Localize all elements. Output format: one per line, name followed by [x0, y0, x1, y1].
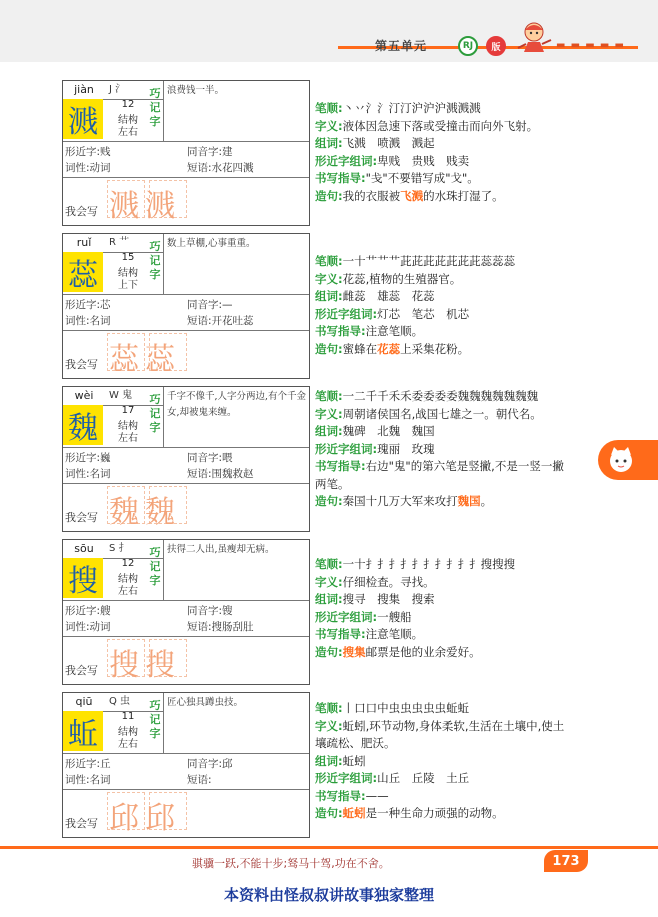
practice-characters: 邱邱 [109, 801, 181, 836]
part-of-speech: 动词 [89, 162, 111, 174]
example-post: 。 [480, 494, 493, 508]
divider [163, 540, 164, 600]
divider [63, 330, 309, 331]
phrase-row [187, 620, 254, 634]
words: 蚯蚓 [342, 753, 366, 768]
similar-words-label: 形近字组词: [315, 609, 378, 624]
edition-badge: 版 [486, 36, 506, 56]
words-label: 组词: [315, 424, 343, 438]
homophone-label: 同音字: [187, 605, 223, 617]
writing-guide-label: 书写指导: [315, 324, 366, 338]
practice-label: 我会写 [65, 205, 98, 218]
memory-tip: 浪费钱一半。 [167, 85, 225, 96]
structure-value: 左右 [118, 739, 138, 750]
part-of-speech-label: 词性: [65, 315, 90, 327]
memory-tip: 千字不像千,人字分两边,有个千金女,却被鬼来缠。 [167, 391, 307, 418]
memory-tip-label: 巧记字 [149, 699, 161, 740]
meaning-label: 字义: [315, 271, 343, 286]
stroke-order-row [315, 556, 575, 574]
homophone: 喂 [222, 452, 233, 464]
radical: J 氵 [109, 84, 126, 95]
stroke-count: 17 [121, 405, 135, 416]
similar-words-row [315, 770, 575, 788]
phrase: 开花吐蕊 [211, 315, 254, 327]
writing-guide-row [315, 626, 575, 644]
stroke-order: 一十艹艹艹茈茈茈茈茈茈茈蕊蕊蕊 [342, 254, 516, 268]
meaning: 周朝诸侯国名,战国七雄之一。朝代名。 [342, 406, 542, 421]
practice-label: 我会写 [65, 664, 98, 677]
example-row [315, 493, 575, 511]
stroke-order-label: 笔顺: [315, 389, 343, 403]
part-of-speech-row [65, 620, 111, 634]
stroke-order: 一十扌扌扌扌扌扌扌扌扌扌搜搜搜 [342, 557, 516, 571]
similar-words-row [315, 441, 575, 459]
writing-guide: 右边"鬼"的第六笔是竖撇,不是一竖一撇两笔。 [315, 459, 564, 491]
words-row [315, 423, 575, 441]
similar-char-row [65, 604, 111, 618]
meaning-label: 字义: [315, 406, 343, 421]
words: 搜寻 搜集 搜索 [342, 592, 435, 606]
similar-words: 一艘船 [377, 609, 412, 624]
homophone-label: 同音字: [187, 452, 223, 464]
divider [163, 693, 164, 753]
practice-label: 我会写 [65, 511, 98, 524]
similar-words: 山丘 丘陵 土丘 [377, 771, 470, 785]
main-character: 搜 [63, 558, 103, 598]
similar-char-row [65, 451, 111, 465]
homophone-row [187, 451, 233, 465]
example-highlight: 搜集 [342, 644, 366, 659]
structure-label: 结构 [118, 421, 138, 432]
char-card-5 [62, 692, 310, 838]
stroke-order-label: 笔顺: [315, 557, 343, 571]
similar-words-row [315, 609, 575, 627]
part-of-speech: 名词 [89, 468, 111, 480]
char-info-3 [315, 388, 575, 511]
main-character: 蚯 [63, 711, 103, 751]
part-of-speech: 动词 [89, 621, 111, 633]
similar-char-label: 形近字: [65, 146, 101, 158]
meaning-row [315, 574, 575, 592]
homophone-label: 同音字: [187, 758, 223, 770]
divider [63, 636, 309, 637]
divider [63, 753, 309, 754]
writing-guide-label: 书写指导: [315, 171, 366, 185]
mascot-icon [514, 20, 554, 54]
meaning-label: 字义: [315, 718, 343, 733]
homophone: 锼 [222, 605, 233, 617]
practice-label: 我会写 [65, 817, 98, 830]
practice-characters: 魏魏 [109, 495, 181, 530]
similar-char: 巍 [100, 452, 111, 464]
footer-rule [0, 846, 658, 849]
memory-tip-label: 巧记字 [149, 240, 161, 281]
example-row [315, 188, 575, 206]
page-number: 173 [544, 850, 588, 872]
similar-char: 丘 [100, 758, 111, 770]
meaning-label: 字义: [315, 118, 343, 133]
writing-guide-label: 书写指导: [315, 788, 366, 803]
pinyin: qiū [75, 695, 93, 708]
divider [163, 387, 164, 447]
words-row [315, 753, 575, 771]
divider [63, 294, 309, 295]
stroke-order-label: 笔顺: [315, 101, 343, 115]
homophone: 建 [222, 146, 233, 158]
example-label: 造句: [315, 341, 343, 356]
char-info-2 [315, 253, 575, 358]
example-post: 是一种生命力顽强的动物。 [365, 806, 504, 820]
structure-label: 结构 [118, 727, 138, 738]
phrase-label: 短语: [187, 774, 212, 786]
homophone-row [187, 757, 233, 771]
divider [63, 483, 309, 484]
phrase-row [187, 314, 254, 328]
homophone-row [187, 604, 233, 618]
memory-tip: 扶得二人出,虽瘦却无病。 [167, 544, 275, 555]
radical: Q 虫 [109, 696, 131, 707]
top-band [0, 0, 658, 62]
writing-guide-label: 书写指导: [315, 459, 366, 473]
practice-characters: 蕊蕊 [109, 342, 181, 377]
stroke-count: 12 [121, 558, 135, 569]
meaning: 仔细检查。寻找。 [342, 574, 435, 589]
char-info-1 [315, 100, 575, 205]
similar-words-row [315, 306, 575, 324]
part-of-speech: 名词 [89, 315, 111, 327]
example-label: 造句: [315, 494, 343, 508]
unit-title: 第五单元 [375, 39, 428, 53]
part-of-speech: 名词 [89, 774, 111, 786]
phrase: 搜肠刮肚 [211, 621, 254, 633]
pinyin: wèi [74, 389, 94, 402]
structure-value: 左右 [118, 586, 138, 597]
meaning: 花蕊,植物的生殖器官。 [342, 271, 462, 286]
stroke-order-label: 笔顺: [315, 254, 343, 268]
cat-face-icon [606, 445, 636, 475]
words-row [315, 591, 575, 609]
example-pre: 我的衣服被 [342, 188, 401, 203]
writing-guide: "戋"不要错写成"戈"。 [365, 171, 479, 185]
structure-value: 左右 [118, 127, 138, 138]
stroke-order-label: 笔顺: [315, 701, 343, 715]
similar-words-label: 形近字组词: [315, 771, 378, 785]
stroke-count: 15 [121, 252, 135, 263]
phrase-label: 短语: [187, 621, 212, 633]
memory-tip: 匠心独具蹲虫技。 [167, 697, 244, 708]
example-label: 造句: [315, 644, 343, 659]
words-row [315, 288, 575, 306]
words: 雌蕊 雄蕊 花蕊 [342, 289, 435, 303]
radical: S 扌 [109, 543, 129, 554]
phrase: 水花四溅 [211, 162, 254, 174]
char-info-4 [315, 556, 575, 661]
writing-guide: 注意笔顺。 [365, 324, 424, 338]
example-highlight: 飞溅 [400, 188, 424, 203]
example-label: 造句: [315, 806, 343, 820]
writing-guide-row [315, 788, 575, 806]
similar-char-row [65, 298, 111, 312]
meaning-row [315, 718, 575, 753]
part-of-speech-label: 词性: [65, 774, 90, 786]
part-of-speech-label: 词性: [65, 621, 90, 633]
part-of-speech-row [65, 161, 111, 175]
writing-guide: 注意笔顺。 [365, 627, 424, 641]
similar-char-label: 形近字: [65, 452, 101, 464]
main-character: 魏 [63, 405, 103, 445]
source-note: 本资料由怪叔叔讲故事独家整理 [223, 886, 434, 904]
phrase-label: 短语: [187, 162, 212, 174]
example-row [315, 341, 575, 359]
divider [63, 447, 309, 448]
meaning-label: 字义: [315, 574, 343, 589]
words-label: 组词: [315, 136, 343, 150]
homophone: — [222, 299, 233, 311]
homophone-label: 同音字: [187, 299, 223, 311]
divider [63, 177, 309, 178]
words-label: 组词: [315, 753, 343, 768]
similar-words: 灯芯 笔芯 机芯 [377, 306, 470, 321]
phrase-row [187, 467, 254, 481]
divider [63, 141, 309, 142]
part-of-speech-row [65, 314, 111, 328]
stroke-count: 11 [121, 711, 135, 722]
main-character: 溅 [63, 99, 103, 139]
example-pre: 秦国十几万大军来攻打 [342, 494, 458, 508]
meaning-row [315, 406, 575, 424]
memory-tip: 数上草棚,心事重重。 [167, 238, 256, 249]
char-card-3 [62, 386, 310, 532]
phrase-row [187, 161, 254, 175]
memory-tip-label: 巧记字 [149, 87, 161, 128]
stroke-count: 12 [121, 99, 135, 110]
example-highlight: 蚯蚓 [342, 806, 366, 820]
part-of-speech-label: 词性: [65, 468, 90, 480]
example-pre: 蜜蜂在 [342, 341, 378, 356]
divider [163, 234, 164, 294]
example-post: 的水珠打湿了。 [423, 188, 504, 203]
similar-words-label: 形近字组词: [315, 306, 378, 321]
header-decoration: ▬ ▬ ▬ ▬ ▬ [556, 40, 625, 51]
writing-guide-row [315, 323, 575, 341]
part-of-speech-row [65, 467, 111, 481]
similar-char: 艘 [100, 605, 111, 617]
stroke-order-row [315, 700, 575, 718]
divider [63, 789, 309, 790]
similar-char: 贱 [100, 146, 111, 158]
meaning-row [315, 271, 575, 289]
writing-guide-label: 书写指导: [315, 627, 366, 641]
similar-char-label: 形近字: [65, 299, 101, 311]
part-of-speech-label: 词性: [65, 162, 90, 174]
pinyin: ruǐ [76, 236, 92, 249]
char-card-1 [62, 80, 310, 226]
radical: W 鬼 [109, 390, 133, 401]
phrase-label: 短语: [187, 315, 212, 327]
pinyin: jiàn [74, 83, 94, 96]
stroke-order: 丶丷氵氵汀汀沪沪沪溅溅溅 [342, 101, 481, 115]
radical: R 艹 [109, 237, 130, 248]
meaning: 蚯蚓,环节动物,身体柔软,生活在土壤中,使土壤疏松、肥沃。 [315, 718, 565, 750]
similar-words-label: 形近字组词: [315, 153, 378, 168]
writing-guide-row [315, 170, 575, 188]
example-highlight: 花蕊 [377, 341, 401, 356]
part-of-speech-row [65, 773, 111, 787]
example-label: 造句: [315, 188, 343, 203]
structure-label: 结构 [118, 268, 138, 279]
words-label: 组词: [315, 289, 343, 303]
char-card-2 [62, 233, 310, 379]
structure-label: 结构 [118, 574, 138, 585]
practice-characters: 搜搜 [109, 648, 181, 683]
phrase: 围魏救赵 [211, 468, 254, 480]
char-card-4 [62, 539, 310, 685]
homophone: 邱 [222, 758, 233, 770]
memory-tip-label: 巧记字 [149, 393, 161, 434]
char-info-5 [315, 700, 575, 823]
words: 魏碑 北魏 魏国 [342, 424, 435, 438]
example-highlight: 魏国 [457, 494, 481, 508]
example-row [315, 805, 575, 823]
meaning-row [315, 118, 575, 136]
structure-value: 左右 [118, 433, 138, 444]
stroke-order: 一二千千禾禾委委委委魏魏魏魏魏魏魏 [342, 389, 539, 403]
side-tab-icon[interactable] [598, 440, 658, 480]
example-post: 上采集花粉。 [400, 341, 470, 356]
divider [63, 600, 309, 601]
similar-char: 芯 [100, 299, 111, 311]
homophone-row [187, 145, 233, 159]
similar-words: 卑贱 贵贱 贱卖 [377, 153, 470, 168]
practice-characters: 溅溅 [109, 189, 181, 224]
similar-char-row [65, 757, 111, 771]
stroke-order-row [315, 253, 575, 271]
similar-words: 瑰丽 玫瑰 [377, 441, 435, 456]
words-label: 组词: [315, 592, 343, 606]
practice-label: 我会写 [65, 358, 98, 371]
proverb: 骐骥一跃,不能十步;驽马十驾,功在不舍。 [192, 857, 390, 870]
similar-char-label: 形近字: [65, 605, 101, 617]
stroke-order-row [315, 388, 575, 406]
similar-char-label: 形近字: [65, 758, 101, 770]
pinyin: sōu [74, 542, 94, 555]
writing-guide: —— [365, 788, 389, 803]
example-post: 邮票是他的业余爱好。 [365, 644, 481, 659]
main-character: 蕊 [63, 252, 103, 292]
phrase-label: 短语: [187, 468, 212, 480]
rj-badge: RJ [458, 36, 478, 56]
structure-value: 上下 [118, 280, 138, 291]
example-row [315, 644, 575, 662]
writing-guide-row [315, 458, 575, 493]
words: 飞溅 喷溅 溅起 [342, 136, 435, 150]
phrase-row [187, 773, 212, 787]
stroke-order-row [315, 100, 575, 118]
similar-char-row [65, 145, 111, 159]
meaning: 液体因急速下落或受撞击而向外飞射。 [342, 118, 539, 133]
similar-words-label: 形近字组词: [315, 441, 378, 456]
similar-words-row [315, 153, 575, 171]
stroke-order: 丨口口中虫虫虫虫虫蚯蚯 [342, 701, 470, 715]
words-row [315, 135, 575, 153]
divider [163, 81, 164, 141]
memory-tip-label: 巧记字 [149, 546, 161, 587]
homophone-label: 同音字: [187, 146, 223, 158]
homophone-row [187, 298, 233, 312]
structure-label: 结构 [118, 115, 138, 126]
